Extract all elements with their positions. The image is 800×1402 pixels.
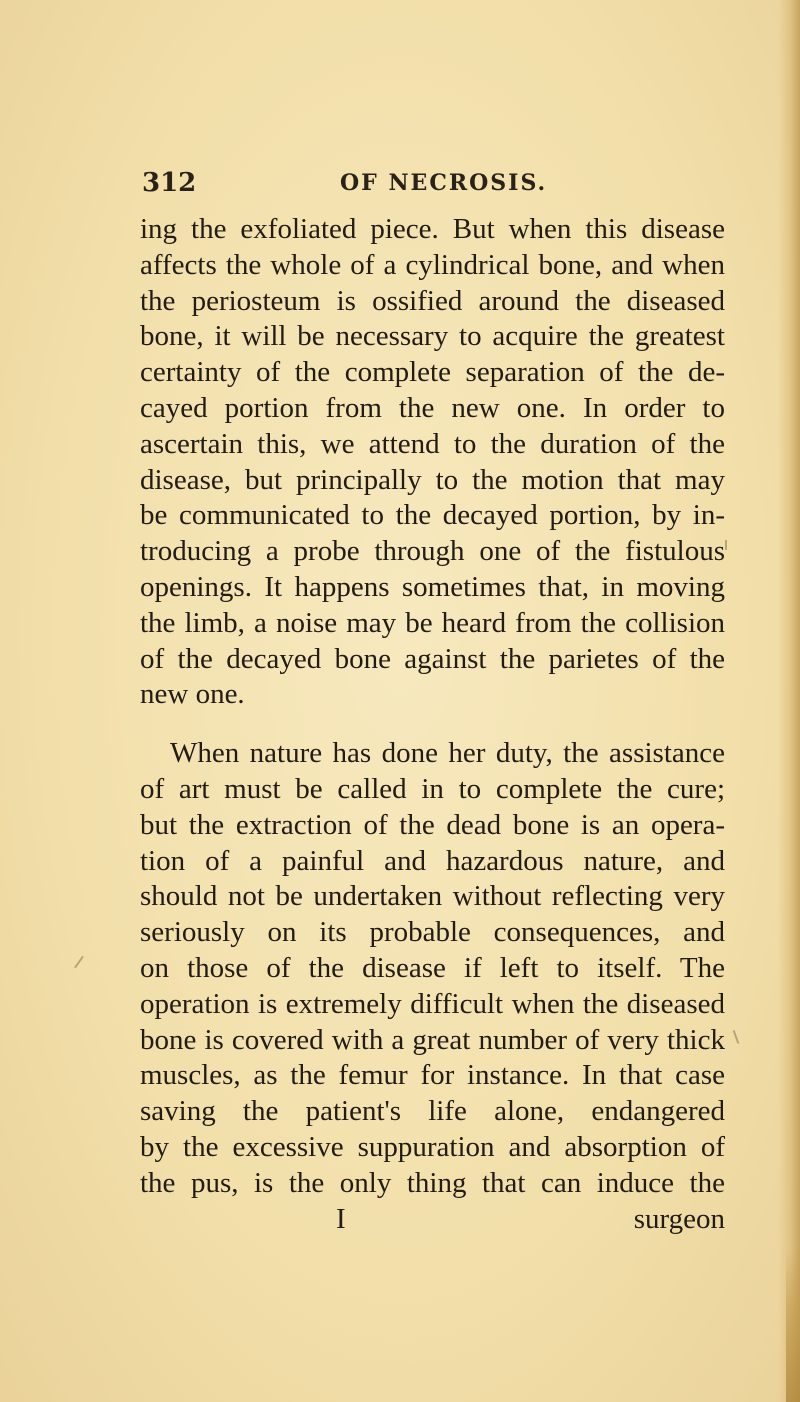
text-line: of art must be called in to complete the cure; (140, 772, 725, 805)
text-line: certainty of the complete separation of the de- (140, 356, 725, 389)
paragraph-2 (140, 736, 725, 1201)
text-line: the pus, is the only thing that can induce the (140, 1166, 725, 1199)
text-line: new one. (140, 678, 245, 711)
page-stain (786, 1250, 800, 1402)
text-line: the limb, a noise may be heard from the collision (140, 606, 725, 639)
text-line: by the excessive suppuration and absorption of (140, 1130, 725, 1163)
text-line: openings. It happens sometimes that, in moving (140, 570, 725, 603)
running-head: OF NECROSIS. (340, 170, 548, 196)
text-line: bone is covered with a great number of very thick (140, 1023, 725, 1056)
text-line: cayed portion from the new one. In order to (140, 391, 725, 424)
body-text (140, 212, 725, 1238)
catchword: surgeon (633, 1202, 725, 1235)
text-line: seriously on its probable consequences, and (140, 916, 725, 949)
page-number: 312 (142, 168, 197, 198)
text-line: on those of the disease if left to itself. The (140, 951, 725, 984)
ink-speck (733, 1030, 740, 1044)
text-line: disease, but principally to the motion that may (140, 463, 725, 496)
footer-line (140, 1202, 725, 1238)
text-line: muscles, as the femur for instance. In that case (140, 1059, 725, 1092)
text-line: of the decayed bone against the parietes of the (140, 642, 725, 675)
text-line: bone, it will be necessary to acquire the greatest (140, 320, 725, 353)
text-line: ing the exfoliated piece. But when this disease (140, 213, 725, 245)
page-header (142, 168, 682, 208)
text-line: operation is extremely difficult when the diseased (140, 987, 725, 1020)
text-line: affects the whole of a cylindrical bone, and when (140, 248, 725, 281)
signature-mark: I (336, 1202, 346, 1235)
text-line: ascertain this, we attend to the duration of the (140, 427, 725, 460)
text-line: troducing a probe through one of the fistulous (140, 535, 725, 568)
text-line: When nature has done her duty, the assistance (170, 737, 725, 770)
text-line: the periosteum is ossified around the diseased (140, 284, 725, 317)
text-line: tion of a painful and hazardous nature, and (140, 844, 725, 877)
text-line: saving the patient's life alone, endangered (140, 1095, 725, 1128)
ink-speck (725, 540, 727, 550)
paragraph-gap (140, 713, 725, 736)
text-line: should not be undertaken without reflecting very (140, 880, 725, 913)
page-edge-shading (778, 0, 800, 1402)
page-footer (140, 1202, 725, 1238)
ink-speck (74, 956, 84, 969)
text-line: be communicated to the decayed portion, by in- (140, 499, 725, 532)
text-line: but the extraction of the dead bone is an opera- (140, 808, 725, 841)
paragraph-1 (140, 212, 725, 713)
